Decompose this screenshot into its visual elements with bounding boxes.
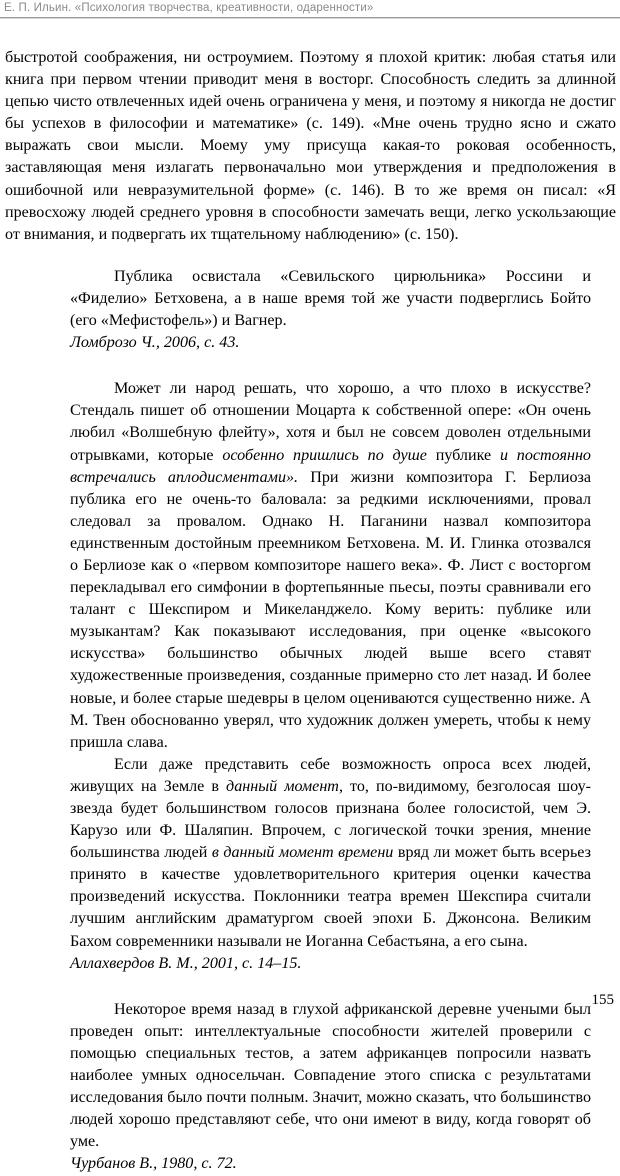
quote-run-plain: публике [426, 446, 500, 464]
quote-run-italic: особенно пришлись по душе [222, 446, 427, 464]
quote-run-italic: данный момент [226, 777, 339, 795]
spacer [5, 354, 616, 378]
quote-block-lombroso [70, 266, 591, 354]
quote-run-italic: и постоянно встречались аплодисментами». [70, 446, 591, 486]
quote-text: Некоторое время назад в глухой африканской деревне учеными был проведен опыт: интеллектуальные способности жителей проверили с помощью специальных тестов, а затем африканцев попросили назвать наиболее умных односельчан. Совпадение этого списка с результатами исследования было почти полным. Значит, можно сказать, что большинство людей хорошо представляют себе, что они имеют в виду, когда говорят об уме. [70, 1000, 591, 1151]
spacer [5, 246, 616, 266]
quote-source: Ломброзо Ч., 2006, с. 43. [70, 334, 240, 352]
quote-block-churbanov [70, 999, 591, 1176]
paragraph-continuation: быстротой соображения, ни остроумием. Поэтому я плохой критик: любая статья или книга при первом чтении приводит меня в восторг. Способность следить за длинной цепью чисто отвлеченных идей очень ограничена у меня, и поэтому я никогда не достиг бы успехов в философии и математике» (с. 149). «Мне очень трудно ясно и сжато выражать свои мысли. Моему уму присуща какая-то роковая особенность, заставляющая меня излагать первоначально мои утверждения и предположения в ошибочной или невразумительной форме» (с. 146). В то же время он писал: «Я превосхожу людей среднего уровня в способности замечать вещи, легко ускользающие от внимания, и подвергать их тщательному наблюдению» (с. 150). [5, 49, 616, 243]
quote-text-paragraph-1 [70, 378, 591, 754]
quote-run-plain: При жизни композитора Г. Берлиоза публика его не очень-то баловала: за редкими исключениями, провал следовал за провалом. Однако Н. Паганини назвал композитора единственным достойным преемником Бетховена. М. И. Глинка отозвался о Берлиозе как о «первом композиторе нашего века». Ф. Лист с восторгом перекладывал его симфонии в фортепьянные пьесы, поэты сравнивали его талант с Шекспиром и Микеланджело. Кому верить: публике или музыкантам? Как показывают исследования, при оценке «высокого искусства» большинство обычных людей выше всего ставят художественные произведения, созданные примерно сто лет назад. И более новые, и более старые шедевры в целом оцениваются существенно ниже. А М. Твен обоснованно уверял, что художник должен умереть, чтобы к нему пришла слава. [70, 468, 592, 751]
running-header: Е. П. Ильин. «Психология творчества, креативности, одаренности» [4, 2, 374, 14]
page-content [5, 47, 616, 1176]
quote-source: Чурбанов В., 1980, с. 72. [70, 1155, 237, 1173]
quote-run-plain: Может ли народ решать, что хорошо, а что плохо в искусстве? Стендаль пишет об отношении Моцарта к собственной опере: «Он очень любил «Волшебную флейту», хотя и был не совсем доволен отдельными отрывками, которые [70, 380, 591, 464]
quote-run-plain: вряд ли может быть всерьез принято в качестве удовлетворительного критерия оценки качества произведений искусства. Поклонники театра времен Шекспира считали лучшим английским драматургом своей эпохи Б. Джонсона. Великим Бахом современники называли не Иоганна Себастьяна, а его сына. [70, 844, 592, 950]
quote-source: Аллахвердов В. М., 2001, с. 14–15. [70, 954, 302, 972]
header-rule [0, 17, 620, 19]
quote-text: Публика освистала «Севильского цирюльника» Россини и «Фиделио» Бетховена, а в наше время той же участи подверглись Бойто (его «Мефистофель») и Вагнер. [70, 267, 591, 330]
quote-run-plain: , то, по-видимому, безголосая шоу-звезда будет большинством голосов признана более голосистой, чем Э. Карузо или Ф. Шаляпин. Впрочем, с логической точки зрения, мнение большинства людей [70, 777, 591, 862]
spacer [5, 975, 616, 999]
quote-block-allahverdov [70, 378, 591, 975]
quote-run-italic: в данный момент времени [211, 844, 394, 862]
quote-text-paragraph-2 [70, 754, 591, 953]
page-number: 155 [591, 992, 614, 1008]
quote-run-plain: Если даже представить себе возможность опроса всех людей, живущих на Земле в [70, 755, 591, 795]
